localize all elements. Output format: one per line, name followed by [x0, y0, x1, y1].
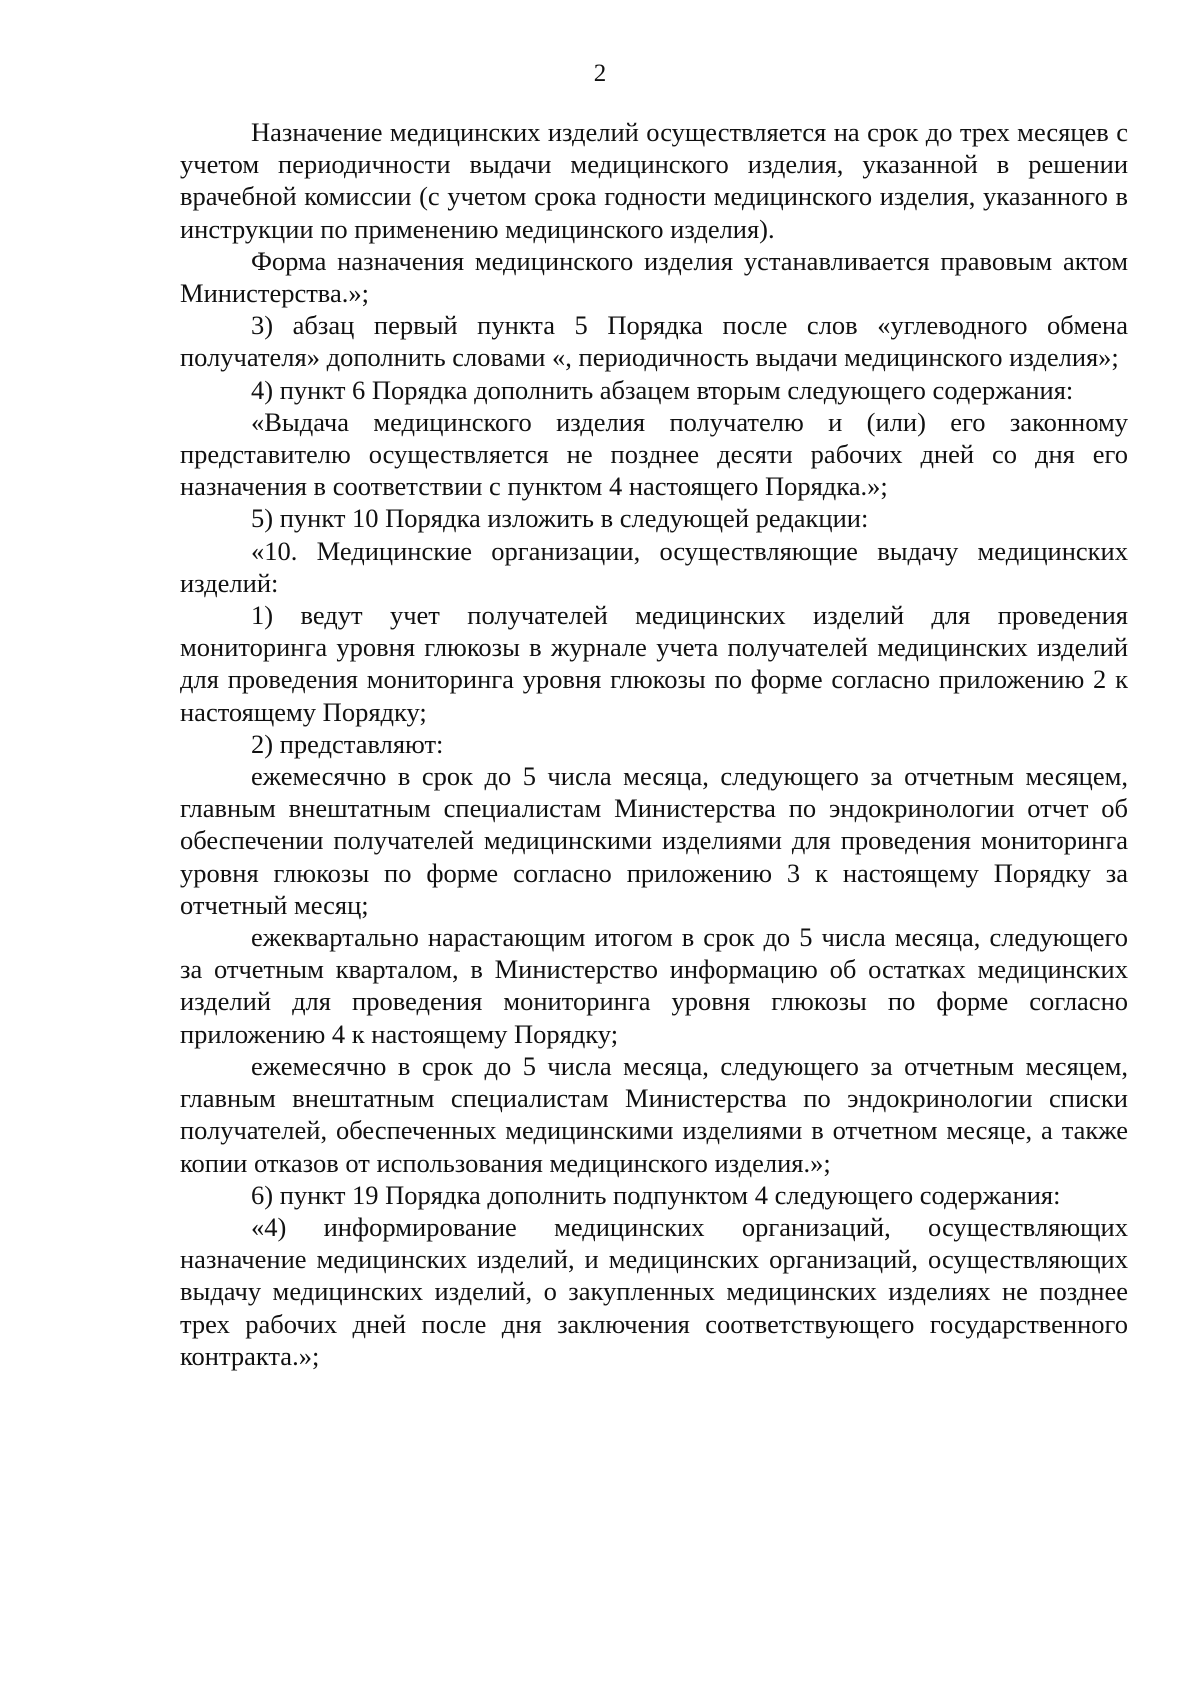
paragraph-monthly-report: ежемесячно в срок до 5 числа месяца, следующего за отчетным месяцем, главным внештатным специалистам Министерства по эндокринологии отчет об обеспечении получателей медицинскими изделиями для проведения мониторинга уровня глюкозы по форме согласно приложению 3 к настоящему Порядку за отчетный месяц;: [180, 761, 1128, 920]
document-body: [180, 116, 1128, 1372]
page-number: 2: [593, 60, 607, 87]
paragraph-amendment-5: 5) пункт 10 Порядка изложить в следующей редакции:: [251, 503, 869, 534]
paragraph-amendment-3: 3) абзац первый пункта 5 Порядка после слов «углеводного обмена получателя» дополнить словами «, периодичность выдачи медицинского изделия»;: [180, 310, 1128, 373]
paragraph-item-10-1: 1) ведут учет получателей медицинских изделий для проведения мониторинга уровня глюкозы в журнале учета получателей медицинских изделий для проведения мониторинга уровня глюкозы по форме согласно приложению 2 к настоящему Порядку;: [180, 600, 1128, 727]
paragraph-item-10-2: 2) представляют:: [251, 728, 444, 759]
paragraph-monthly-lists: ежемесячно в срок до 5 числа месяца, следующего за отчетным месяцем, главным внештатным специалистам Министерства по эндокринологии списки получателей, обеспеченных медицинскими изделиями в отчетном месяце, а также копии отказов от использования медицинского изделия.»;: [180, 1050, 1128, 1178]
paragraph-quarterly-report: ежеквартально нарастающим итогом в срок до 5 числа месяца, следующего за отчетным кварталом, в Министерство информацию об остатках медицинских изделий для проведения мониторинга уровня глюкозы по форме согласно приложению 4 к настоящему Порядку;: [180, 922, 1128, 1049]
paragraph-amendment-6: 6) пункт 19 Порядка дополнить подпунктом 4 следующего содержания:: [251, 1179, 1061, 1210]
paragraph-item-19-4: «4) информирование медицинских организаций, осуществляющих назначение медицинских изделий, и медицинских организаций, осуществляющих выдачу медицинских изделий, о закупленных медицинских изделиях не позднее трех рабочих дней после дня заключения соответствующего государственного контракта.»;: [180, 1211, 1128, 1371]
paragraph-amendment-4: 4) пункт 6 Порядка дополнить абзацем вторым следующего содержания:: [251, 374, 1074, 405]
paragraph-prescription-term: Назначение медицинских изделий осуществляется на срок до трех месяцев с учетом периодичности выдачи медицинского изделия, указанной в решении врачебной комиссии (с учетом срока годности медицинского изделия, указанного в инструкции по применению медицинского изделия).: [180, 117, 1128, 244]
paragraph-prescription-form: Форма назначения медицинского изделия устанавливается правовым актом Министерства.»;: [180, 245, 1128, 309]
paragraph-issue-quote: «Выдача медицинского изделия получателю и (или) его законному представителю осуществляется не позднее десяти рабочих дней со дня его назначения в соответствии с пунктом 4 настоящего Порядка.»;: [180, 406, 1128, 502]
paragraph-item-10: «10. Медицинские организации, осуществляющие выдачу медицинских изделий:: [180, 535, 1128, 598]
